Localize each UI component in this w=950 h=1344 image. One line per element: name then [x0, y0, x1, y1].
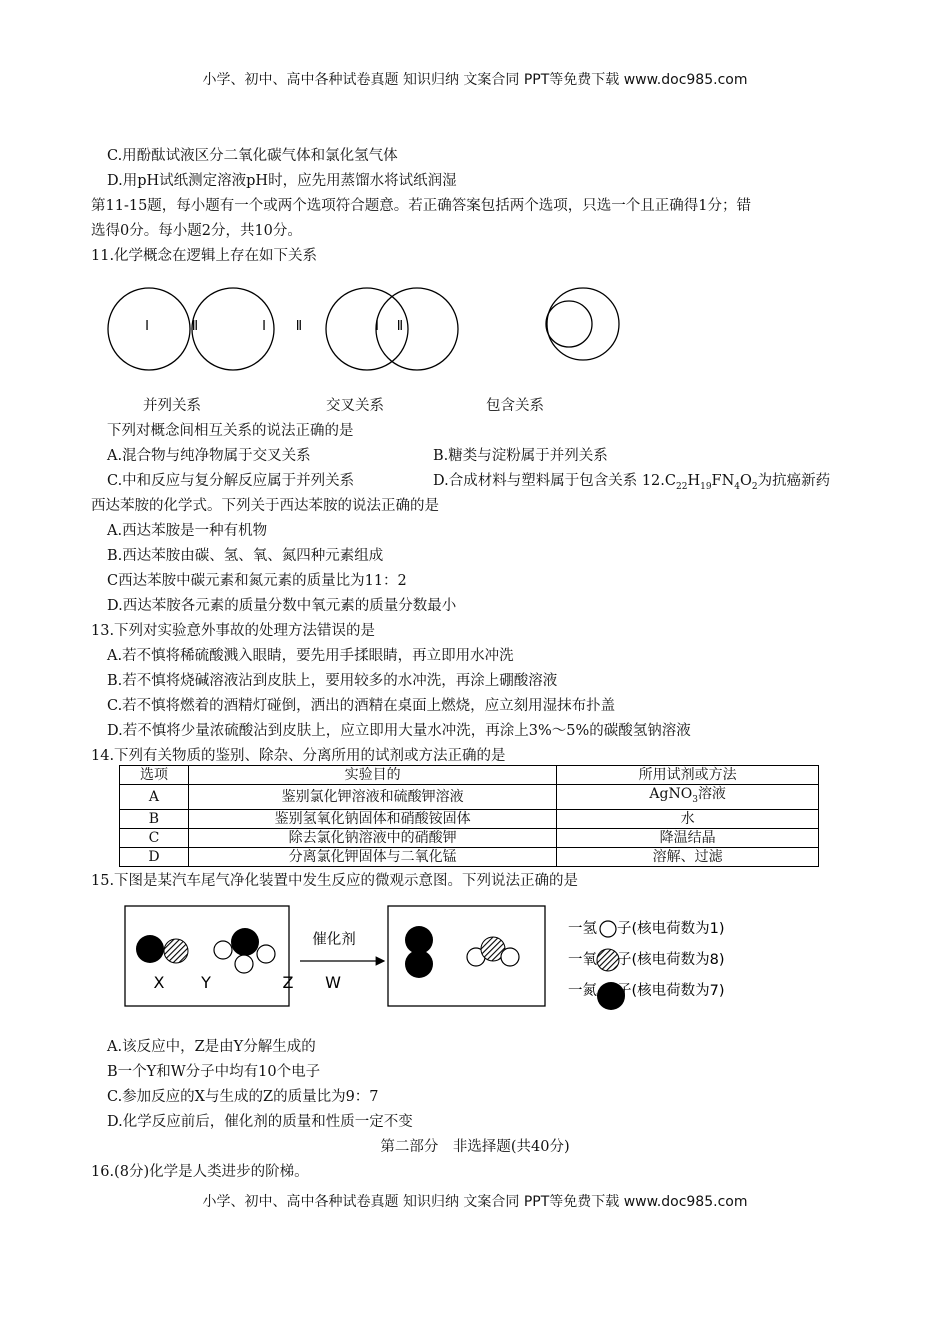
formula-sub: 2	[751, 481, 758, 492]
table-header-row	[120, 766, 819, 785]
q11-option-a: A.混合物与纯净物属于交叉关系	[107, 448, 311, 464]
cross-mark-2: Ⅱ	[396, 319, 404, 334]
method-tail: 溶液	[697, 786, 726, 802]
label-parallel: 并列关系	[143, 398, 201, 414]
label-x: X	[153, 973, 165, 992]
row-method: 降温结晶	[557, 828, 819, 847]
legend-h-suffix: 子(核电荷数为1)	[617, 921, 725, 937]
legend-n-prefix: 一氮	[568, 983, 597, 999]
table-row	[120, 785, 819, 810]
table-row	[120, 828, 819, 847]
formula-part: O	[740, 473, 752, 489]
label-w: W	[325, 973, 341, 992]
method-sub: 3	[692, 794, 698, 805]
q12-option-a: A.西达苯胺是一种有机物	[107, 523, 268, 539]
q13-option-b: B.若不慎将烧碱溶液沾到皮肤上，要用较多的水冲洗，再涂上硼酸溶液	[107, 673, 558, 689]
row-purpose: 除去氯化钠溶液中的硝酸钾	[188, 828, 556, 847]
q13-stem: 13.下列对实验意外事故的处理方法错误的是	[91, 623, 376, 639]
q15-option-a: A.该反应中，Z是由Y分解生成的	[107, 1039, 316, 1055]
cross-circle-left	[326, 288, 408, 370]
cross-mark-1: Ⅰ	[375, 319, 379, 334]
q11-option-d-and-q12	[433, 471, 830, 497]
instructions-line1: 第11-15题，每小题有一个或两个选项符合题意。若正确答案包括两个选项，只选一个且正确得1分；错	[91, 198, 752, 214]
parallel-mark-2: Ⅱ	[191, 319, 199, 334]
method-text: AgNO	[649, 786, 693, 802]
q15-reaction-diagram	[120, 902, 725, 1012]
q12-option-c: C西达苯胺中碳元素和氮元素的质量比为11：2	[107, 573, 407, 589]
q15-option-d: D.化学反应前后，催化剂的质量和性质一定不变	[107, 1114, 413, 1130]
formula-sub: 4	[734, 481, 741, 492]
row-method: 水	[557, 809, 819, 828]
row-option: B	[120, 809, 189, 828]
table-row	[120, 809, 819, 828]
legend-o-prefix: 一氧	[568, 952, 597, 968]
row-option: D	[120, 847, 189, 866]
q12-option-b: B.西达苯胺由碳、氢、氧、氮四种元素组成	[107, 548, 384, 564]
q11-venn-diagrams	[100, 280, 620, 380]
w-hydrogen-atom-right	[501, 948, 519, 966]
label-z: Z	[282, 973, 294, 992]
q10-option-d: D.用pH试纸测定溶液pH时，应先用蒸馏水将试纸润湿	[107, 173, 457, 189]
q16-stem: 16.(8分)化学是人类进步的阶梯。	[91, 1164, 309, 1180]
q11-option-c: C.中和反应与复分解反应属于并列关系	[107, 473, 355, 489]
y-nitrogen-atom	[231, 928, 259, 956]
parallel-mark-1b: Ⅰ	[262, 319, 266, 334]
q15-stem: 15.下图是某汽车尾气净化装置中发生反应的微观示意图。下列说法正确的是	[91, 873, 579, 889]
row-purpose: 分离氯化钾固体与二氧化锰	[188, 847, 556, 866]
q14-table	[119, 765, 819, 867]
q15-option-b: B一个Y和W分子中均有10个电子	[107, 1064, 321, 1080]
row-method	[557, 785, 819, 810]
header-purpose: 实验目的	[188, 766, 556, 785]
row-purpose: 鉴别氯化钾溶液和硫酸钾溶液	[188, 785, 556, 810]
legend-h-prefix: 一氢	[568, 921, 597, 937]
y-hydrogen-atom-bottom	[235, 955, 253, 973]
q12-stem-end: 为抗癌新药	[757, 473, 831, 489]
q15-option-c: C.参加反应的X与生成的Z的质量比为9：7	[107, 1089, 379, 1105]
legend-oxygen-icon	[597, 949, 619, 971]
catalyst-label: 催化剂	[312, 932, 356, 948]
q13-option-c: C.若不慎将燃着的酒精灯碰倒，洒出的酒精在桌面上燃烧，应立刻用湿抹布扑盖	[107, 698, 616, 714]
formula-part: FN	[711, 473, 735, 489]
q12-stem-line2: 西达苯胺的化学式。下列关于西达苯胺的说法正确的是	[91, 498, 439, 514]
part2-heading: 第二部分 非选择题(共40分)	[380, 1139, 570, 1155]
q11-option-d: D.合成材料与塑料属于包含关系	[433, 473, 638, 489]
header-method: 所用试剂或方法	[557, 766, 819, 785]
header-option: 选项	[120, 766, 189, 785]
footer-banner: 小学、初中、高中各种试卷真题 知识归纳 文案合同 PPT等免费下载 www.doc985.com	[202, 1194, 748, 1210]
label-y: Y	[201, 973, 211, 992]
label-contain: 包含关系	[486, 398, 544, 414]
instructions-line2: 选得0分。每小题2分，共10分。	[91, 223, 302, 239]
cross-circle-right	[376, 288, 458, 370]
q12-stem-start: 12.C	[641, 473, 676, 489]
q11-prompt: 下列对概念间相互关系的说法正确的是	[107, 423, 354, 439]
y-hydrogen-atom-right	[257, 945, 275, 963]
q14-stem: 14.下列有关物质的鉴别、除杂、分离所用的试剂或方法正确的是	[91, 748, 506, 764]
parallel-mark-1: Ⅰ	[145, 319, 149, 334]
z-nitrogen-atom-bottom	[405, 950, 433, 978]
x-oxygen-atom	[164, 939, 188, 963]
q13-option-d: D.若不慎将少量浓硫酸沾到皮肤上，应立即用大量水冲洗，再涂上3%～5%的碳酸氢钠溶液	[107, 723, 691, 739]
header-banner: 小学、初中、高中各种试卷真题 知识归纳 文案合同 PPT等免费下载 www.doc985.com	[202, 72, 748, 88]
formula-sub: 22	[675, 481, 688, 492]
q10-option-c: C.用酚酞试液区分二氧化碳气体和氯化氢气体	[107, 148, 398, 164]
label-cross: 交叉关系	[326, 398, 384, 414]
legend-o-suffix: 子(核电荷数为8)	[617, 952, 725, 968]
gap-mark-2: Ⅱ	[295, 319, 303, 334]
legend-hydrogen-icon	[600, 921, 616, 937]
row-method: 溶解、过滤	[557, 847, 819, 866]
q13-option-a: A.若不慎将稀硫酸溅入眼睛，要先用手揉眼睛，再立即用水冲洗	[107, 648, 514, 664]
legend-n-suffix: 子(核电荷数为7)	[617, 983, 725, 999]
parallel-circle-left	[108, 288, 190, 370]
row-option: A	[120, 785, 189, 810]
contain-circle-inner	[546, 301, 592, 347]
formula-sub: 19	[700, 481, 712, 492]
formula-part: H	[687, 473, 701, 489]
q12-option-d: D.西达苯胺各元素的质量分数中氧元素的质量分数最小	[107, 598, 457, 614]
row-purpose: 鉴别氢氧化钠固体和硝酸铵固体	[188, 809, 556, 828]
x-nitrogen-atom	[136, 935, 164, 963]
table-row	[120, 847, 819, 866]
contain-circle-outer	[547, 288, 619, 360]
row-option: C	[120, 828, 189, 847]
q11-stem: 11.化学概念在逻辑上存在如下关系	[91, 248, 318, 264]
z-nitrogen-atom-top	[405, 926, 433, 954]
q11-option-b: B.糖类与淀粉属于并列关系	[433, 448, 608, 464]
y-hydrogen-atom-left	[214, 941, 232, 959]
